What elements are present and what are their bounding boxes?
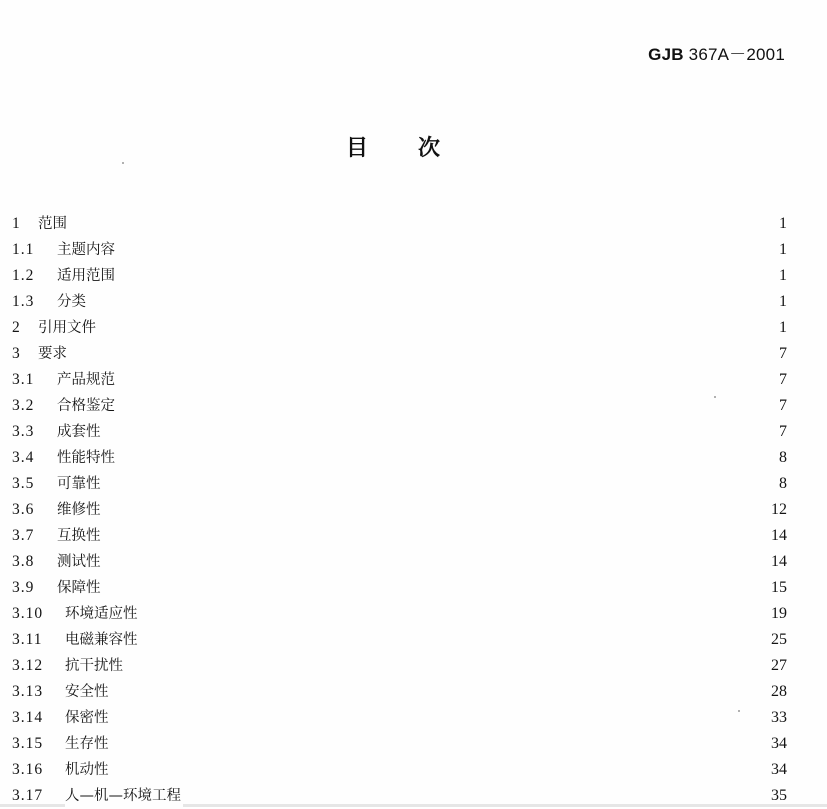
dot-leader [90,289,769,315]
toc-entry-title[interactable]: 范围 [38,211,69,237]
toc-entry-title[interactable]: 环境适应性 [65,601,140,627]
toc-entry-title[interactable]: 生存性 [65,731,111,757]
toc-entry-title[interactable]: 主题内容 [57,237,117,263]
toc-entry-number: 3.4 [12,449,35,466]
toc-entry-page: 1 [779,215,787,232]
toc-entry-page: 1 [779,267,787,284]
dot-leader [127,653,769,679]
toc-entry-number: 3.16 [12,761,44,778]
toc-entry-title[interactable]: 适用范围 [57,263,117,289]
toc-entry-title[interactable]: 测试性 [57,549,103,575]
toc-entry-number: 3.14 [12,709,44,726]
dot-leader [113,731,769,757]
toc-entry-number: 3.2 [12,397,35,414]
toc-entry[interactable] [0,471,827,497]
scan-speck [738,710,740,712]
dot-leader [113,757,769,783]
document-code [648,40,785,65]
toc-entry-number: 3.8 [12,553,35,570]
toc-entry-number: 3.17 [12,787,44,804]
toc-entry-title[interactable]: 维修性 [57,497,103,523]
toc-entry[interactable] [0,237,827,263]
toc-entry-page: 15 [771,579,787,596]
dot-leader [119,263,769,289]
toc-entry-title[interactable]: 分类 [57,289,88,315]
dot-leader [113,679,769,705]
toc-heading: 目次 [346,136,491,161]
toc-entry-page: 27 [771,657,787,674]
toc-entry-page: 7 [779,423,787,440]
toc-entry[interactable] [0,289,827,315]
dot-leader [119,237,769,263]
toc-entry-page: 35 [771,787,787,804]
toc-entry[interactable] [0,419,827,445]
toc-entry[interactable] [0,497,827,523]
toc-entry[interactable] [0,757,827,783]
dot-leader [142,601,769,627]
toc-entry[interactable] [0,341,827,367]
toc-entry-number: 3.7 [12,527,35,544]
scan-speck [122,162,124,164]
toc-entry-number: 3.3 [12,423,35,440]
toc-entry-title[interactable]: 安全性 [65,679,111,705]
document-prefix: GJB [648,45,684,64]
toc-entry[interactable] [0,549,827,575]
table-of-contents [0,211,827,809]
toc-entry[interactable] [0,315,827,341]
dot-leader [105,575,769,601]
toc-entry[interactable] [0,627,827,653]
toc-entry-page: 34 [771,735,787,752]
toc-entry-title[interactable]: 保密性 [65,705,111,731]
document-number: 367A－2001 [688,45,785,64]
toc-entry-title[interactable]: 产品规范 [57,367,117,393]
toc-entry-page: 8 [779,475,787,492]
toc-entry-number: 3.11 [12,631,43,648]
toc-entry-number: 3.15 [12,735,44,752]
toc-entry-title[interactable]: 保障性 [57,575,103,601]
dot-leader [105,497,769,523]
toc-entry-number: 3.10 [12,605,44,622]
toc-entry-number: 3.5 [12,475,35,492]
dot-leader [71,211,769,237]
toc-entry-number: 3.9 [12,579,35,596]
toc-entry-number: 1 [12,215,21,232]
toc-entry-page: 28 [771,683,787,700]
toc-entry-number: 3 [12,345,21,362]
toc-entry-title[interactable]: 要求 [38,341,69,367]
toc-entry-title[interactable]: 人—机—环境工程 [65,783,183,809]
dot-leader [105,523,769,549]
toc-entry-page: 1 [779,319,787,336]
dot-leader [105,419,769,445]
toc-entry-page: 14 [771,553,787,570]
toc-entry-title[interactable]: 抗干扰性 [65,653,125,679]
toc-entry[interactable] [0,731,827,757]
toc-entry[interactable] [0,367,827,393]
toc-entry[interactable] [0,601,827,627]
toc-entry-number: 3.13 [12,683,44,700]
toc-entry[interactable] [0,575,827,601]
toc-entry-page: 33 [771,709,787,726]
toc-entry[interactable] [0,445,827,471]
toc-entry-page: 12 [771,501,787,518]
dot-leader [113,705,769,731]
dot-leader [119,367,769,393]
toc-entry[interactable] [0,523,827,549]
toc-entry[interactable] [0,263,827,289]
toc-entry-number: 1.1 [12,241,35,258]
toc-entry-title[interactable]: 可靠性 [57,471,103,497]
dot-leader [105,549,769,575]
toc-entry-page: 25 [771,631,787,648]
dot-leader [105,471,769,497]
toc-entry[interactable] [0,393,827,419]
toc-entry-page: 14 [771,527,787,544]
toc-entry-page: 8 [779,449,787,466]
toc-entry-title[interactable]: 互换性 [57,523,103,549]
scan-speck [714,396,716,398]
toc-entry-page: 19 [771,605,787,622]
toc-entry-number: 1.3 [12,293,35,310]
toc-entry[interactable] [0,679,827,705]
toc-entry-page: 34 [771,761,787,778]
dot-leader [71,341,769,367]
toc-entry-title[interactable]: 性能特性 [57,445,117,471]
toc-entry-number: 3.6 [12,501,35,518]
toc-entry-page: 7 [779,345,787,362]
toc-entry-number: 2 [12,319,21,336]
dot-leader [119,393,769,419]
toc-entry-title[interactable]: 成套性 [57,419,103,445]
dot-leader [100,315,769,341]
toc-entry-number: 3.1 [12,371,35,388]
toc-entry-page: 1 [779,293,787,310]
toc-entry-number: 3.12 [12,657,44,674]
toc-entry-title[interactable]: 机动性 [65,757,111,783]
toc-entry[interactable] [0,211,827,237]
toc-entry[interactable] [0,653,827,679]
toc-entry-page: 7 [779,397,787,414]
toc-entry-title[interactable]: 合格鉴定 [57,393,117,419]
toc-entry-title[interactable]: 电磁兼容性 [65,627,140,653]
toc-entry-title[interactable]: 引用文件 [38,315,98,341]
dot-leader [142,627,769,653]
toc-entry-page: 7 [779,371,787,388]
toc-entry-number: 1.2 [12,267,35,284]
toc-entry[interactable] [0,705,827,731]
toc-entry-page: 1 [779,241,787,258]
dot-leader [119,445,769,471]
